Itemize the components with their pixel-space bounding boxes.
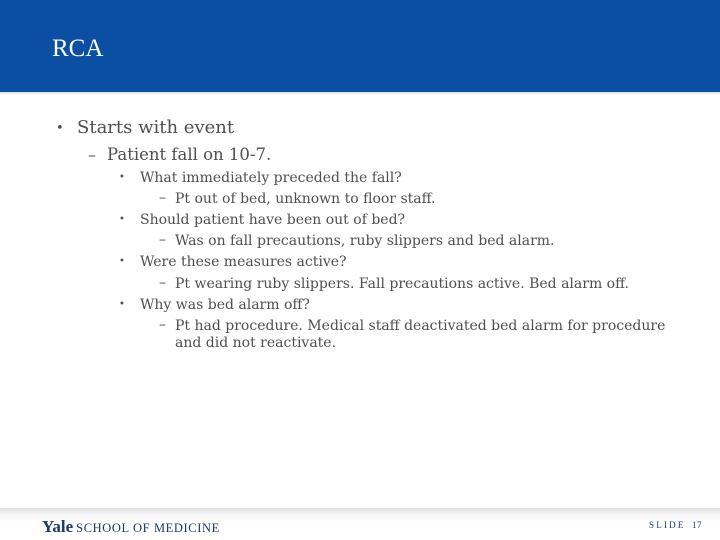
dash-level4: – — [159, 317, 166, 333]
dash-level2: – — [88, 145, 96, 164]
dash-level4: – — [159, 232, 166, 248]
question-text: Should patient have been out of bed? — [140, 212, 406, 228]
answer-text-continuation: and did not reactivate. — [175, 335, 337, 351]
dash-level4: – — [159, 190, 166, 206]
question-text: Were these measures active? — [140, 254, 347, 270]
bullet-level3: • — [119, 299, 125, 310]
question-text: Why was bed alarm off? — [140, 297, 310, 313]
answer-text: Was on fall precautions, ruby slippers and bed alarm. — [175, 233, 555, 249]
answer-text: Pt had procedure. Medical staff deactivated bed alarm for procedure — [175, 318, 666, 334]
answer-text: Pt wearing ruby slippers. Fall precautions active. Bed alarm off. — [175, 276, 629, 292]
answer-text: Pt out of bed, unknown to floor staff. — [175, 191, 436, 207]
bullet-level3: • — [119, 256, 125, 267]
dash-level4: – — [159, 275, 166, 291]
bullet-level2-text: Patient fall on 10-7. — [107, 145, 272, 164]
bullet-level3: • — [119, 172, 125, 183]
slide-label-text: SLIDE — [649, 520, 686, 530]
bullet-level3: • — [119, 214, 125, 225]
slide-title: RCA — [52, 35, 104, 62]
slide-number: 17 — [692, 520, 702, 530]
logo-yale-wordmark: Yale — [42, 517, 74, 536]
logo-school-wordmark: SCHOOL OF MEDICINE — [76, 521, 220, 535]
slide-number-label — [649, 520, 702, 530]
yale-school-of-medicine-logo — [42, 517, 220, 537]
question-text: What immediately preceded the fall? — [140, 170, 402, 186]
bullet-level1: • — [56, 121, 64, 136]
bullet-level1-text: Starts with event — [77, 117, 235, 138]
